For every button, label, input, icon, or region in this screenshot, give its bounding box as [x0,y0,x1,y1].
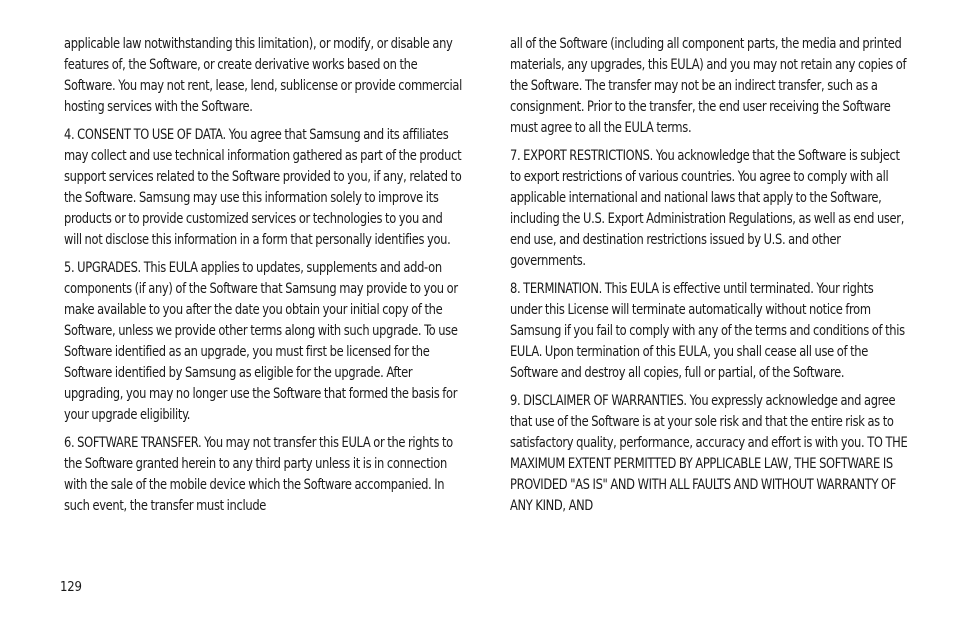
paragraph-license-continuation: applicable law notwithstanding this limitation), or modify, or disable any features of, the Software, or create derivative works based on the Software. You may not rent, lease, lend, sublicense or provide commercial hosting services with the Software. [64,36,463,115]
left-column [64,34,462,524]
paragraph-termination: 8. TERMINATION. This EULA is effective until terminated. Your rights under this License will terminate automatically without notice from Samsung if you fail to comply with any of the terms and conditions of this EULA. Upon termination of this EULA, you shall cease all use of the Software and destroy all copies, full or partial, of the Software. [510,281,905,381]
paragraph-software-transfer: 6. SOFTWARE TRANSFER. You may not transfer this EULA or the rights to the Software granted herein to any third party unless it is in connection with the sale of the mobile device which the Software accompanied. In such event, the transfer must include [64,435,453,514]
paragraph-export-restrictions: 7. EXPORT RESTRICTIONS. You acknowledge that the Software is subject to export restrictions of various countries. You agree to comply with all applicable international and national laws that apply to the Software, including the U.S. Export Administration Regulations, as well as end user, end use, and destination restrictions issued by U.S. and other governments. [510,148,905,269]
paragraph-consent-to-use-of-data: 4. CONSENT TO USE OF DATA. You agree that Samsung and its affiliates may collect and use technical information gathered as part of the product support services related to the Software provided to you, if any, related to the Software. Samsung may use this information solely to improve its products or to provide customized services or technologies to you and will not disclose this information in a form that personally identifies you. [64,127,462,248]
paragraph-upgrades: 5. UPGRADES. This EULA applies to updates, supplements and add-on components (if any) of the Software that Samsung may provide to you or make available to you after the date you obtain your initial copy of the Software, unless we provide other terms along with such upgrade. To use Software identified as an upgrade, you must first be licensed for the Software identified by Samsung as eligible for the upgrade. After upgrading, you may no longer use the Software that formed the basis for your upgrade eligibility. [64,260,458,423]
page-number: 129 [60,580,82,595]
right-column [510,34,908,524]
paragraph-disclaimer-of-warranties: 9. DISCLAIMER OF WARRANTIES. You expressly acknowledge and agree that use of the Software is at your sole risk and that the entire risk as to satisfactory quality, performance, accuracy and effort is with you. TO THE MAXIMUM EXTENT PERMITTED BY APPLICABLE LAW, THE SOFTWARE IS PROVIDED "AS IS" AND WITH ALL FAULTS AND WITHOUT WARRANTY OF ANY KIND, AND [510,393,908,514]
paragraph-transfer-continuation: all of the Software (including all component parts, the media and printed materials, any upgrades, this EULA) and you may not retain any copies of the Software. The transfer may not be an indirect transfer, such as a consignment. Prior to the transfer, the end user receiving the Software must agree to all the EULA terms. [510,36,907,136]
